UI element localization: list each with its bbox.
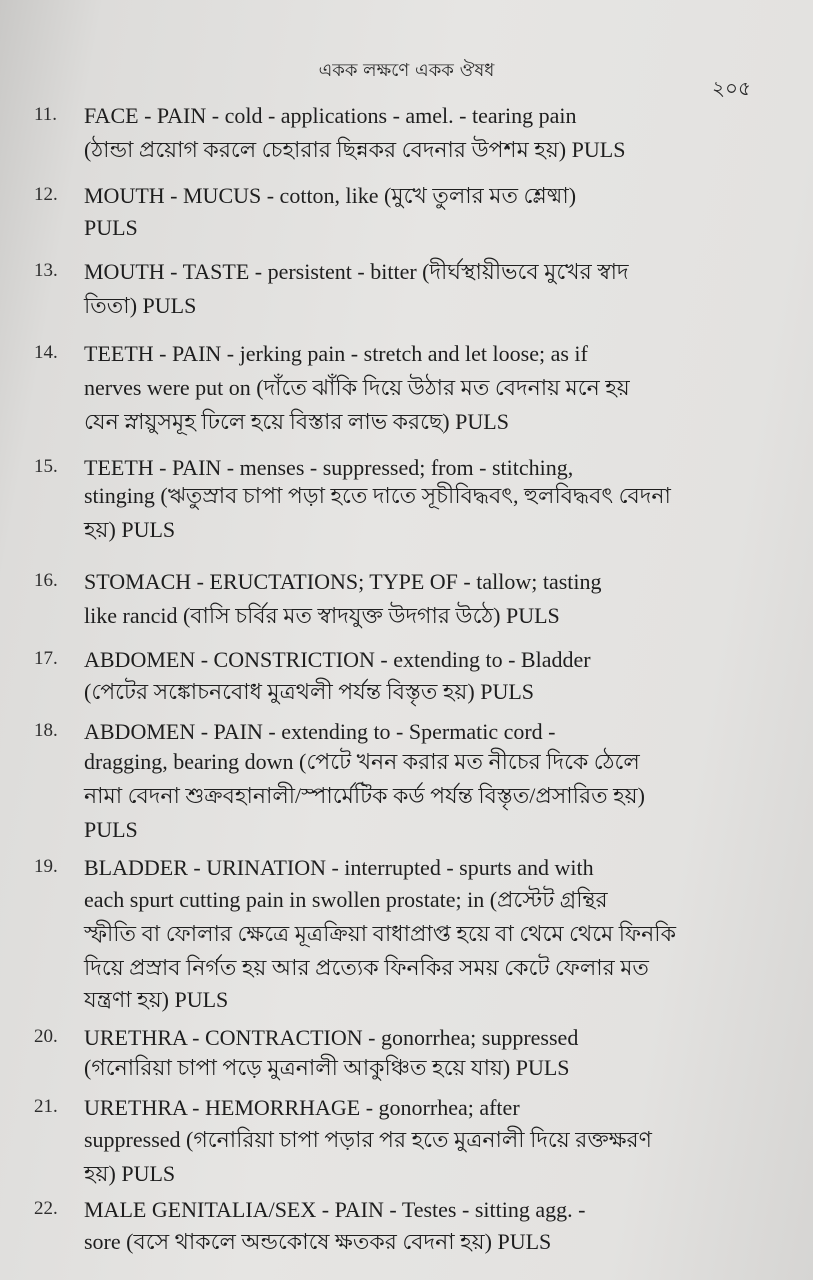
entry-line: dragging, bearing down (পেটে খনন করার মত নীচের দিকে ঠেলে bbox=[84, 749, 640, 774]
entry-line: MOUTH - MUCUS - cotton, like (মুখে তুলার মত শ্লেষ্মা) bbox=[84, 183, 577, 208]
entry-number: 22. bbox=[34, 1198, 58, 1219]
entry-number: 12. bbox=[34, 184, 58, 205]
entry-line: (গনোরিয়া চাপা পড়ে মুত্রনালী আকুঞ্চিত হয়ে যায়) PULS bbox=[84, 1055, 570, 1080]
entry-number: 19. bbox=[34, 856, 58, 877]
entry-line: যন্ত্রণা হয়) PULS bbox=[84, 987, 229, 1012]
entry-number: 20. bbox=[34, 1026, 58, 1047]
entry-line: হয়) PULS bbox=[84, 517, 176, 542]
entry-number: 16. bbox=[34, 570, 58, 591]
entry-line: ABDOMEN - PAIN - extending to - Spermatic cord - bbox=[84, 719, 556, 744]
entry-line: স্ফীতি বা ফোলার ক্ষেত্রে মূত্রক্রিয়া বাধাপ্রাপ্ত হয়ে বা থেমে থেমে ফিনকি bbox=[84, 921, 676, 946]
entry-number: 11. bbox=[34, 104, 58, 125]
entry-line: (পেটের সঙ্কোচনবোধ মুত্রথলী পর্যন্ত বিস্তৃত হয়) PULS bbox=[84, 679, 535, 704]
entry-number: 15. bbox=[34, 456, 58, 477]
entry-line: MALE GENITALIA/SEX - PAIN - Testes - sitting agg. - bbox=[84, 1197, 586, 1222]
entry-line: URETHRA - HEMORRHAGE - gonorrhea; after bbox=[84, 1095, 520, 1120]
entry-line: like rancid (বাসি চর্বির মত স্বাদযুক্ত উদগার উঠে) PULS bbox=[84, 603, 560, 628]
entry-line: STOMACH - ERUCTATIONS; TYPE OF - tallow; tasting bbox=[84, 569, 602, 594]
entry-line: FACE - PAIN - cold - applications - amel. - tearing pain bbox=[84, 103, 577, 128]
entry-number: 17. bbox=[34, 648, 58, 669]
entry-line: তিতা) PULS bbox=[84, 293, 197, 318]
entry-line: দিয়ে প্রস্রাব নির্গত হয় আর প্রত্যেক ফিনকির সময় কেটে ফেলার মত bbox=[84, 955, 649, 980]
entry-number: 13. bbox=[34, 260, 58, 281]
entry-line: (ঠান্ডা প্রয়োগ করলে চেহারার ছিন্নকর বেদনার উপশম হয়) PULS bbox=[84, 137, 626, 162]
entry-number: 14. bbox=[34, 342, 58, 363]
entry-line: suppressed (গনোরিয়া চাপা পড়ার পর হতে মুত্রনালী দিয়ে রক্তক্ষরণ bbox=[84, 1127, 652, 1152]
entry-line: হয়) PULS bbox=[84, 1161, 176, 1186]
entry-line: MOUTH - TASTE - persistent - bitter (দীর্ঘস্থায়ীভবে মুখের স্বাদ bbox=[84, 259, 629, 284]
entry-line: TEETH - PAIN - jerking pain - stretch and let loose; as if bbox=[84, 341, 588, 366]
entry-line: ABDOMEN - CONSTRICTION - extending to - Bladder bbox=[84, 647, 591, 672]
running-head: একক লক্ষণে একক ঔষধ bbox=[318, 60, 495, 81]
entry-number: 18. bbox=[34, 720, 58, 741]
entry-line: PULS bbox=[84, 215, 138, 240]
entry-number: 21. bbox=[34, 1096, 58, 1117]
entry-line: নামা বেদনা শুক্রবহানালী/স্পার্মেটিক কর্ড পর্যন্ত বিস্তৃত/প্রসারিত হয়) bbox=[84, 783, 645, 808]
entry-line: TEETH - PAIN - menses - suppressed; from - stitching, bbox=[84, 455, 574, 480]
entry-line: যেন স্নায়ুসমূহ ঢিলে হয়ে বিস্তার লাভ করছে) PULS bbox=[84, 409, 509, 434]
entry-line: each spurt cutting pain in swollen prostate; in (প্রস্টেট গ্রন্থির bbox=[84, 887, 608, 912]
entry-line: nerves were put on (দাঁতে ঝাঁকি দিয়ে উঠার মত বেদনায় মনে হয় bbox=[84, 375, 630, 400]
entry-line: URETHRA - CONTRACTION - gonorrhea; suppressed bbox=[84, 1025, 579, 1050]
entry-line: BLADDER - URINATION - interrupted - spurts and with bbox=[84, 855, 594, 880]
entry-line: PULS bbox=[84, 817, 138, 842]
entry-line: sore (বসে থাকলে অন্ডকোষে ক্ষতকর বেদনা হয়) PULS bbox=[84, 1229, 552, 1254]
page-number: ২০৫ bbox=[712, 76, 751, 100]
entry-line: stinging (ঋতুস্রাব চাপা পড়া হতে দাতে সূচীবিদ্ধবৎ, হুলবিদ্ধবৎ বেদনা bbox=[84, 483, 671, 508]
